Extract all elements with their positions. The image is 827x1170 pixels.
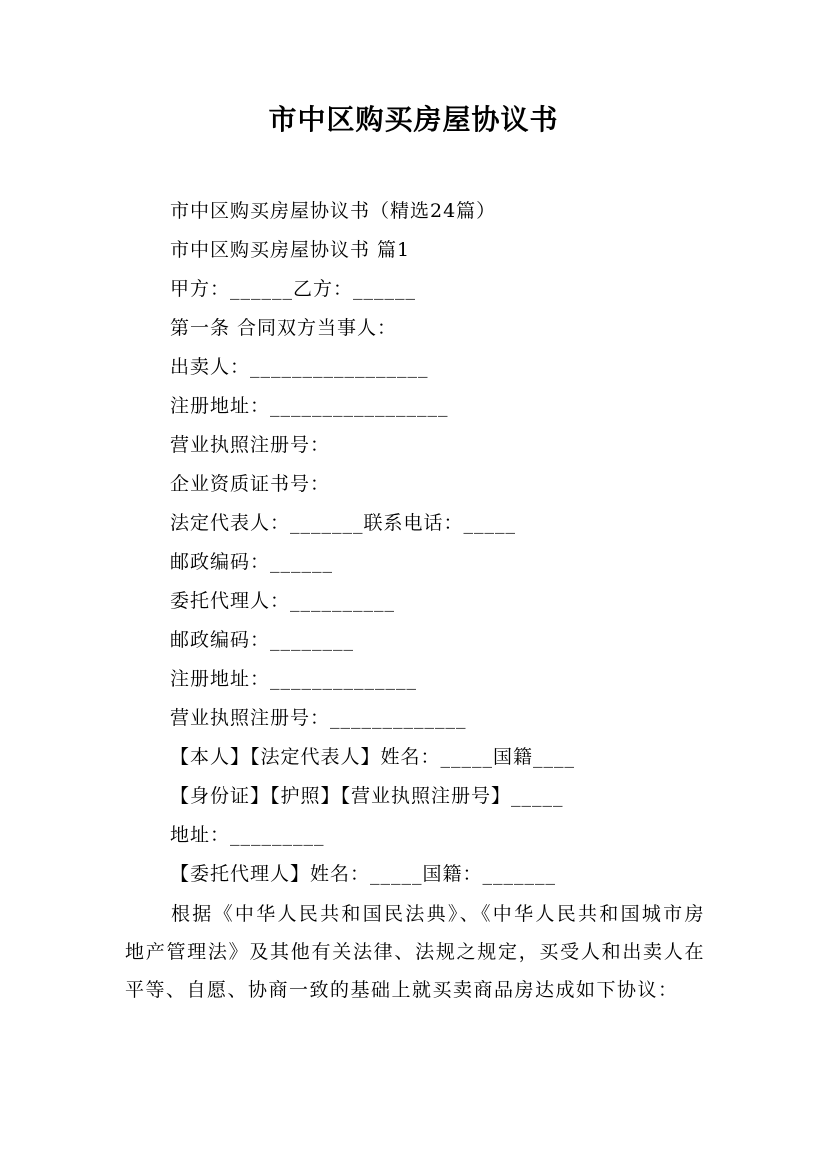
agreement-paragraph: 根据《中华人民共和国民法典》、《中华人民共和国城市房地产管理法》及其他有关法律、法规之规定，买受人和出卖人在平等、自愿、协商一致的基础上就买卖商品房达成如下协议：: [125, 903, 705, 1001]
id-document-field: 【身份证】【护照】【营业执照注册号】_____: [170, 785, 564, 807]
postal-code-field: 邮政编码：______: [170, 551, 334, 573]
legal-rep-phone-field: 法定代表人：_______联系电话：_____: [170, 512, 517, 534]
business-license-field: 营业执照注册号：: [170, 434, 331, 456]
article-one-heading: 第一条 合同双方当事人：: [170, 317, 398, 339]
postal-code-field-2: 邮政编码：________: [170, 629, 355, 651]
parties-line: 甲方：______乙方：______: [170, 278, 417, 300]
subtitle-line: 市中区购买房屋协议书（精选24篇）: [170, 200, 497, 222]
agent-field: 委托代理人：__________: [170, 590, 396, 612]
qualification-cert-field: 企业资质证书号：: [170, 473, 331, 495]
registered-address-field: 注册地址：_________________: [170, 395, 449, 417]
name-nationality-field: 【本人】【法定代表人】姓名：_____国籍____: [170, 746, 576, 768]
section-heading: 市中区购买房屋协议书 篇1: [170, 239, 411, 261]
address-field: 地址：_________: [170, 824, 325, 846]
registered-address-field-2: 注册地址：______________: [170, 668, 418, 690]
agent-name-nationality-field: 【委托代理人】姓名：_____国籍：_______: [170, 863, 557, 885]
seller-field: 出卖人：_________________: [170, 356, 429, 378]
business-license-field-2: 营业执照注册号：_____________: [170, 707, 467, 729]
document-title: 市中区购买房屋协议书: [268, 103, 559, 136]
